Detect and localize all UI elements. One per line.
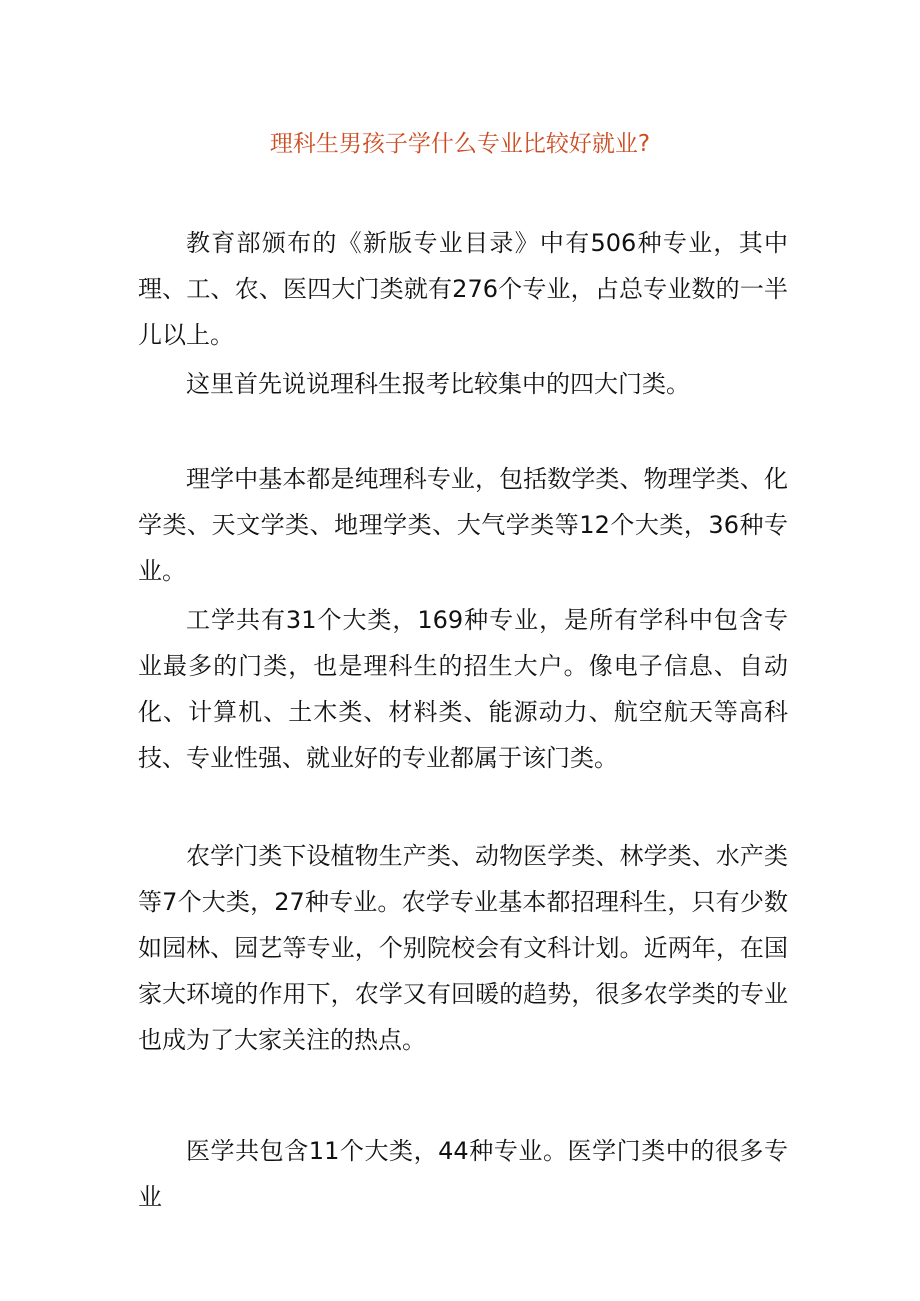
document-title: 理科生男孩子学什么专业比较好就业? xyxy=(269,131,651,157)
paragraph-medicine: 医学共包含11个大类，44种专业。医学门类中的很多专业 xyxy=(138,1137,788,1211)
paragraph-agriculture: 农学门类下设植物生产类、动物医学类、林学类、水产类等7个大类，27种专业。农学专业基本都招理科生，只有少数如园林、园艺等专业，个别院校会有文科计划。近两年，在国家大环境的作用下，农学又有回暖的趋势，很多农学类的专业也成为了大家关注的热点。 xyxy=(138,842,788,1054)
paragraph-engineering: 工学共有31个大类，169种专业，是所有学科中包含专业最多的门类，也是理科生的招生大户。像电子信息、自动化、计算机、土木类、材料类、能源动力、航空航天等高科技、专业性强、就业好的专业都属于该门类。 xyxy=(138,606,788,772)
paragraph-intro: 教育部颁布的《新版专业目录》中有506种专业，其中理、工、农、医四大门类就有276个专业，占总专业数的一半儿以上。 xyxy=(138,229,788,349)
paragraph-science: 理学中基本都是纯理科专业，包括数学类、物理学类、化学类、天文学类、地理学类、大气学类等12个大类，36种专业。 xyxy=(138,465,788,585)
paragraph-overview: 这里首先说说理科生报考比较集中的四大门类。 xyxy=(186,370,690,398)
